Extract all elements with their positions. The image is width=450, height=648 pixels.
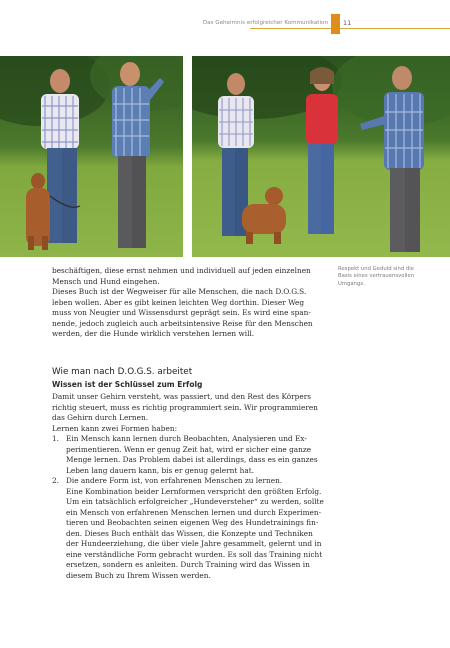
- header-rule: [250, 28, 450, 29]
- photo-two-men-with-dog: [0, 56, 183, 257]
- section-heading: Wie man nach D.O.G.S. arbeitet: [52, 367, 193, 377]
- photo-group-with-dog: [192, 56, 450, 257]
- photo-caption: Respekt und Geduld sind die Basis eines vertrauensvollen Umgangs.: [338, 266, 415, 287]
- list-item: 1. Ein Mensch kann lernen durch Beobachten, Analysieren und Ex- perimentieren. Wenn er genug Zeit hat, wird er sicher eine ganze Menge lernen. Das Problem dabei ist allerdings, dass es ein ganzes Leben lang dauern kann, bis er genug gelernt hat.: [52, 434, 318, 475]
- running-title: Das Geheimnis erfolgreicher Kommunikation: [202, 20, 328, 26]
- numbered-list: [52, 434, 362, 581]
- page-number: 11: [343, 19, 352, 27]
- section-subheading: Wissen ist der Schlüssel zum Erfolg: [52, 380, 203, 389]
- list-number: 2.: [52, 476, 60, 485]
- list-number: 1.: [52, 434, 60, 443]
- list-item: 2. Die andere Form ist, von erfahrenen Menschen zu lernen. Eine Kombination beider Lernformen verspricht den größten Erfolg. Um ein tatsächlich erfolgreicher „Hundeversteher“ zu werden, sollte ein Mensch von erfahrenen Menschen lernen und durch Experimen- tieren und Beobachten seinen eigenen Weg des Hundetrainings fin- den. Dieses Buch enthält das Wissen, die Konzepte und Techniken der Hundeerziehung, die über viele Jahre gesammelt, gelernt und in eine verständliche Form gebracht wurden. Es soll das Training nicht ersetzen, sondern es anleiten. Durch Training wird das Wissen in diesem Buch zu Ihrem Wissen werden.: [52, 476, 324, 580]
- intro-paragraph: beschäftigen, diese ernst nehmen und individuell auf jeden einzelnen Mensch und Hund eingehen. Dieses Buch ist der Wegweiser für alle Menschen, die nach D.O.G.S. leben wollen. Aber es gibt keinen leichten Weg dorthin. Dieser Weg muss von Neugier und Wissensdurst geprägt sein. Es wird eine span- nende, jedoch zugleich auch arbeitsintensive Reise für den Menschen werden, der die Hunde wirklich verstehen lernen will.: [52, 266, 313, 338]
- page-number-marker: [331, 14, 340, 34]
- section-paragraph: Damit unser Gehirn versteht, was passiert, und den Rest des Körpers richtig steuert, muss es richtig programmiert sein. Wir programmieren das Gehirn durch Lernen. Lernen kann zwei Formen haben:: [52, 392, 318, 433]
